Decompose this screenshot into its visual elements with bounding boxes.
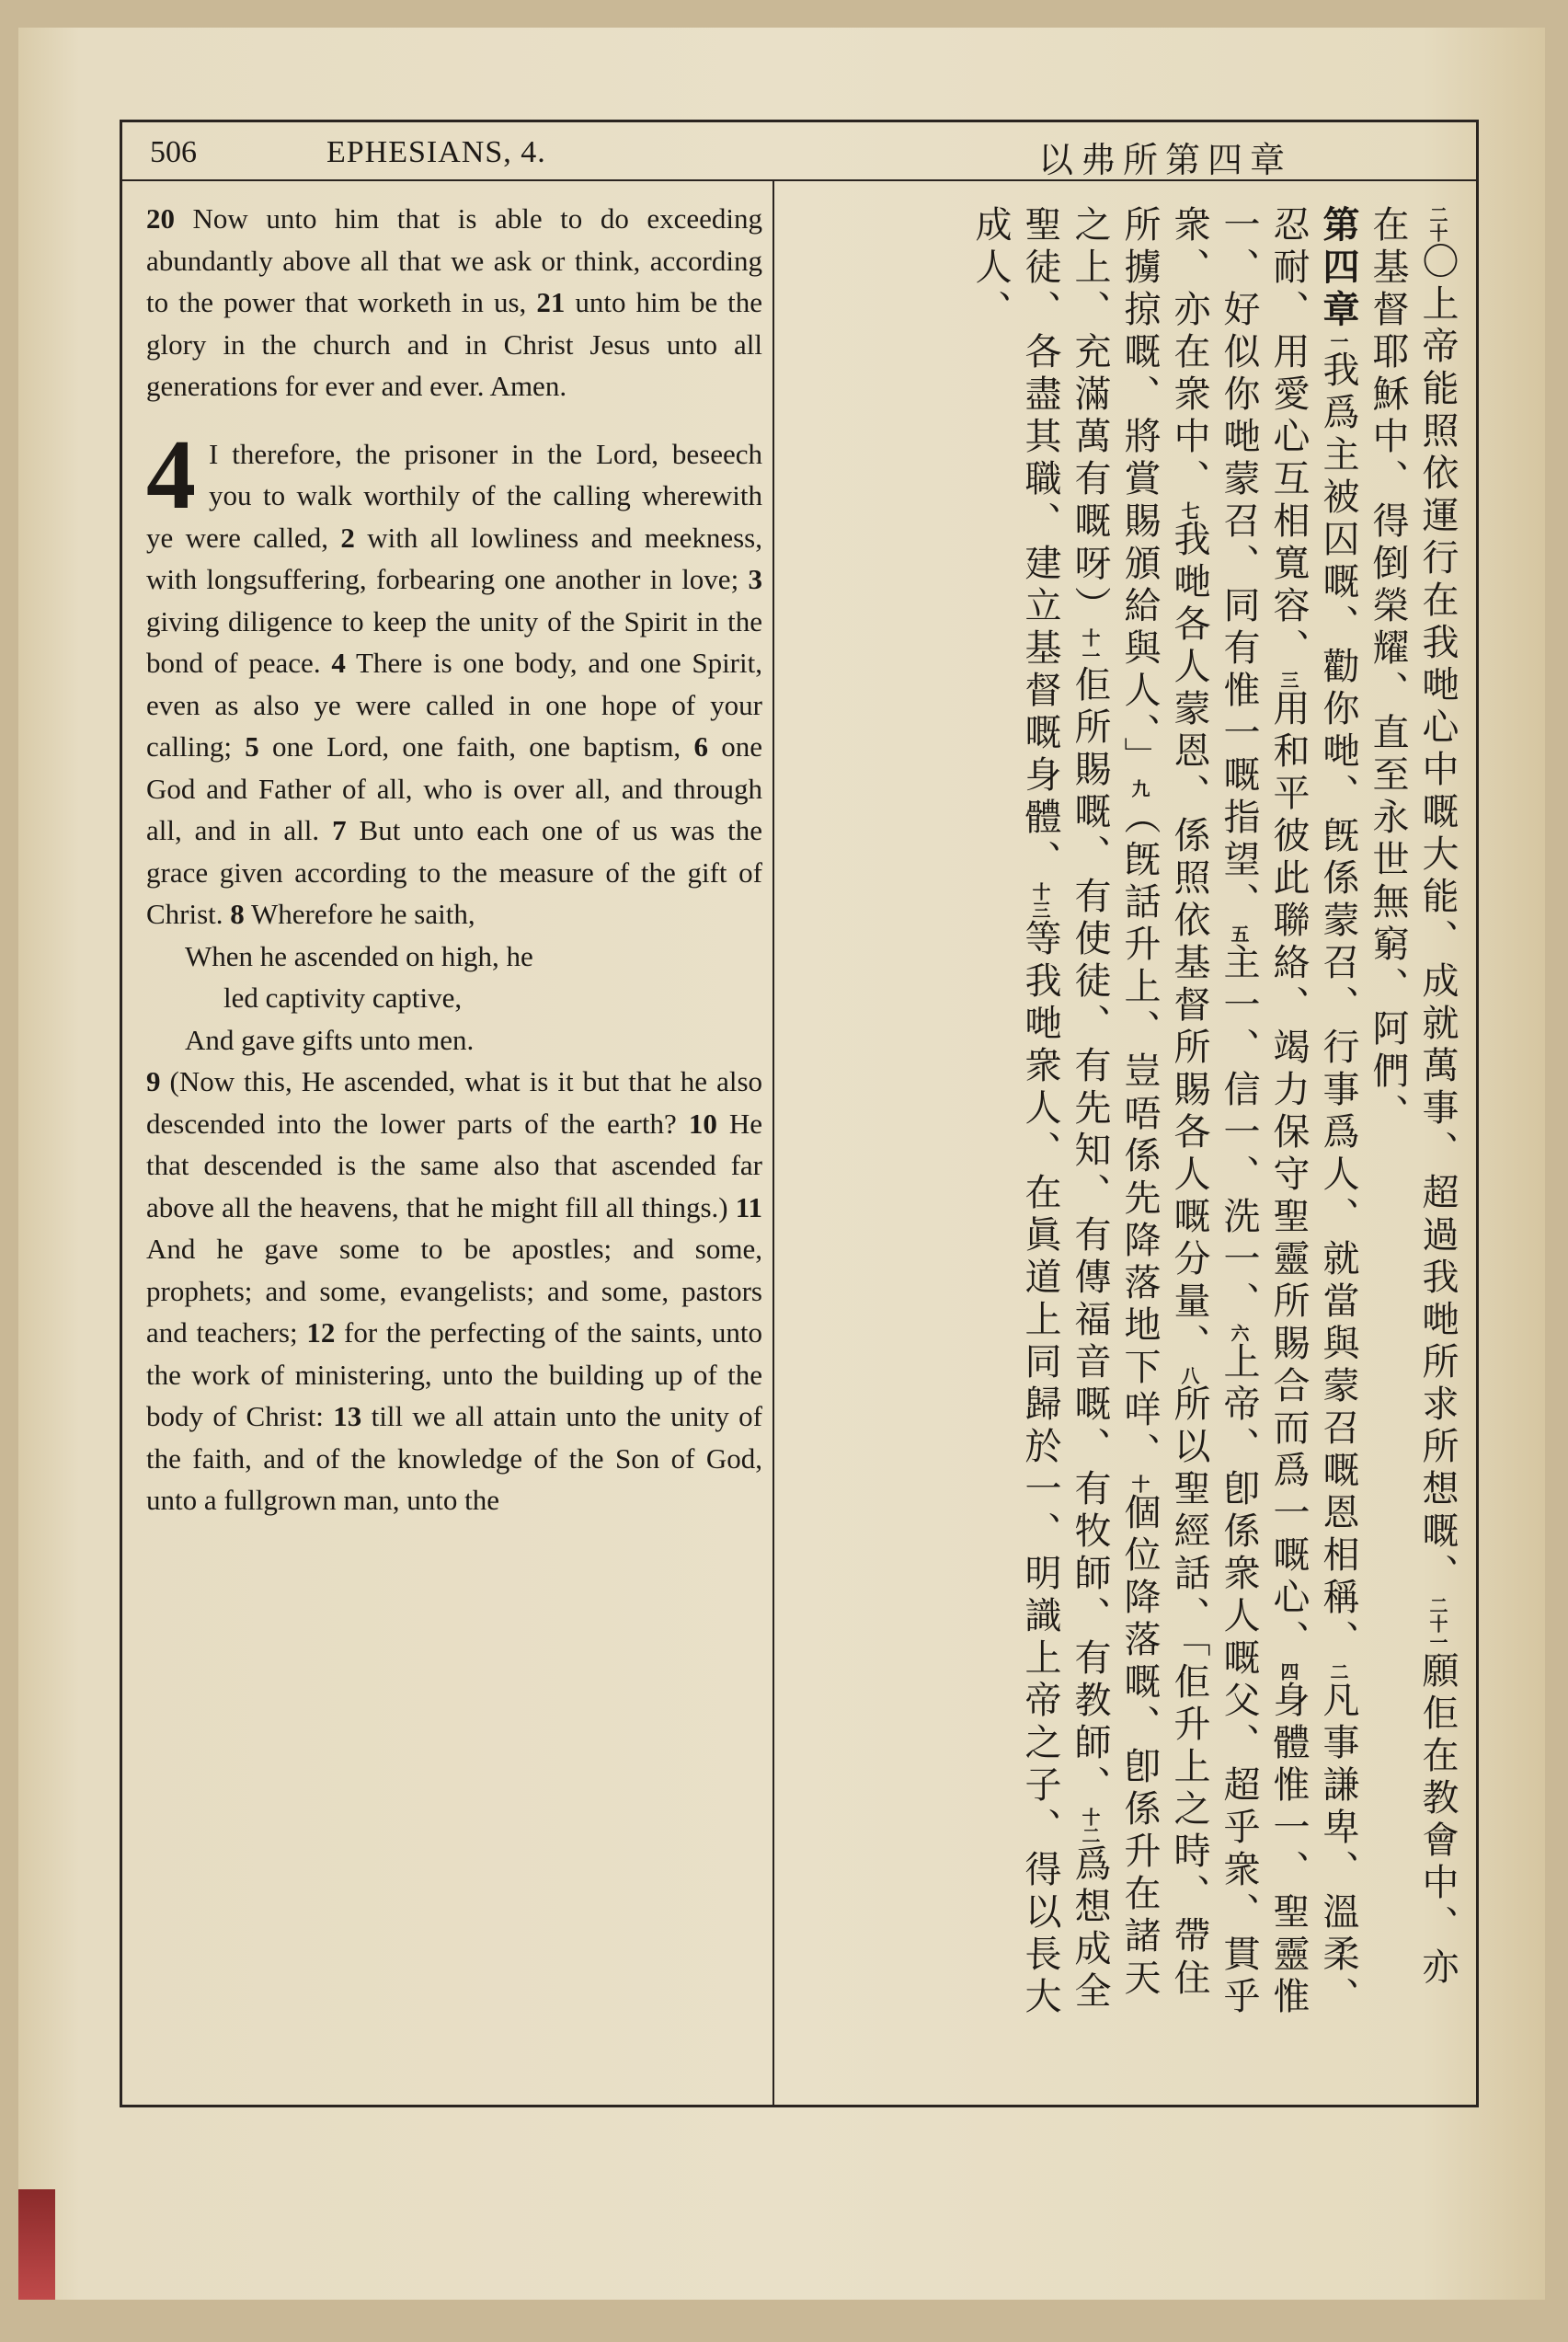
verse-number: 十三 — [1029, 882, 1051, 919]
verse-number: 一 — [1327, 332, 1349, 350]
page-number: 506 — [150, 135, 197, 169]
verse-number: 5 — [245, 730, 259, 763]
verse-text: 爲想成全聖徒、各盡其職、建立基督嘅身體、 — [1019, 205, 1111, 2014]
verse-text: I therefore, the prisoner in the Lord, beseech you to walk worthily of the calling wherewith ye were called, — [146, 437, 762, 554]
chinese-verse-block — [1363, 205, 1462, 2026]
verse-text: till we all attain unto the unity of the faith, and of the knowledge of the Son of God, unto a fullgrown man, unto the — [146, 1400, 762, 1516]
verse-number: 十 — [1128, 1475, 1150, 1493]
verse-number: 二 — [1327, 1662, 1349, 1681]
verse-number: 12 — [306, 1316, 336, 1349]
verse-number: 13 — [333, 1400, 362, 1432]
verse-text: 願佢在教會中、亦在基督耶穌中、得倒榮耀、直至永世無窮、阿們、 — [1367, 205, 1459, 1990]
verse-text: 等我哋衆人、在眞道上同歸於一、明識上帝之子、得以長大成人、 — [969, 205, 1061, 2019]
text-frame — [120, 120, 1479, 2107]
verse-paragraph — [146, 419, 763, 936]
verse-number: 4 — [331, 647, 346, 679]
english-column — [146, 198, 762, 1521]
verse-paragraph — [146, 1061, 762, 1521]
verse-number: 六 — [1228, 1324, 1250, 1342]
verse-text: for the perfecting of the saints, unto the work of ministering, unto the building up of the body of Christ: — [146, 1316, 763, 1432]
quotation-poem — [146, 936, 762, 1062]
chinese-column — [786, 205, 1462, 2026]
poem-line: When he ascended on high, he — [185, 939, 533, 972]
verse-number: 二十一 — [1426, 1596, 1448, 1651]
verse-text: 所以聖經話、「佢升上之時、帶住所擄掠嘅、將賞賜頒給與人、」 — [1118, 205, 1210, 2001]
book-spine-edge — [18, 2189, 55, 2300]
verse-text: There is one body, and one Spirit, even as also ye were called in one hope of your calling; — [146, 647, 762, 763]
verse-text: 〇上帝能照依運行在我哋心中嘅大能、成就萬事、超過我哋所求所想嘅、 — [1416, 242, 1459, 1596]
verse-text: unto him be the glory in the church and in Christ Jesus unto all generations for ever and ever. Amen. — [146, 286, 763, 402]
verse-number: 八 — [1178, 1366, 1200, 1384]
book-title-english: EPHESIANS, 4. — [326, 135, 546, 169]
verse-text: (Now this, He ascended, what is it but that he also descended into the lower parts of the earth? — [146, 1065, 763, 1140]
verse-text: （旣話升上、豈唔係先降落地下咩、 — [1118, 798, 1161, 1475]
verse-text: Wherefore he saith, — [251, 898, 475, 930]
verse-number: 2 — [340, 521, 355, 554]
verse-text: one Lord, one faith, one baptism, — [272, 730, 681, 763]
verse-text: 用和平彼此聯絡、竭力保守聖靈所賜合而爲一嘅心、 — [1267, 689, 1310, 1662]
verse-text: Now unto him that is able to do exceeding abundantly above all that we ask or think, according to the power that worketh in us, — [146, 202, 763, 318]
column-divider — [773, 179, 774, 2105]
verse-text: 凡事謙卑、溫柔、忍耐、用愛心互相寬容、 — [1267, 205, 1359, 2019]
book-title-chinese: 以弗所第四章 — [1037, 140, 1292, 180]
chapter-gap — [146, 408, 762, 433]
verse-text: one God and Father of all, who is over all, and through all, and in all. — [146, 730, 763, 846]
verse-text: But unto each one of us was the grace given according to the measure of the gift of Christ. — [146, 814, 762, 930]
verse-text: 身體惟一、聖靈惟一、好似你哋蒙召、同有惟一嘅指望、 — [1218, 205, 1310, 2019]
verse-text: 上帝、卽係衆人嘅父、超乎衆、貫乎衆、亦在衆中、 — [1168, 205, 1260, 2019]
page — [18, 28, 1545, 2300]
verse-number: 20 — [146, 202, 175, 235]
verse-text: 個位降落嘅、卽係升在諸天之上、充滿萬有嘅呀） — [1069, 205, 1161, 2001]
verse-text: He that descended is the same also that ascended far above all the heavens, that he might fill all things.) — [146, 1107, 763, 1223]
chapter-heading: 第四章 — [1317, 205, 1359, 332]
verse-text: with all lowliness and meekness, with longsuffering, forbearing one another in love; — [146, 521, 762, 595]
verse-number: 7 — [332, 814, 347, 846]
poem-line: And gave gifts unto men. — [185, 1023, 475, 1056]
verse-number: 三 — [1277, 671, 1299, 689]
verse-number: 11 — [735, 1190, 763, 1223]
chapter-number: 4 — [146, 419, 196, 530]
verse-number: 十二 — [1079, 1808, 1101, 1844]
verse-number: 10 — [688, 1107, 717, 1140]
verse-number: 七 — [1178, 501, 1200, 520]
verse-number: 6 — [693, 730, 708, 763]
verse-number: 四 — [1277, 1662, 1299, 1681]
verse-number: 五 — [1228, 924, 1250, 943]
verse-number: 3 — [748, 563, 763, 595]
verse-text: 我爲主被囚嘅、勸你哋、旣係蒙召、行事爲人、就當與蒙召嘅恩相稱、 — [1317, 350, 1359, 1662]
chinese-verse-block — [966, 205, 1363, 2026]
verse-number: 十一 — [1079, 628, 1101, 665]
verse-number: 九 — [1128, 779, 1150, 798]
poem-line: led captivity captive, — [223, 982, 463, 1014]
verse-text: And he gave some to be apostles; and some, prophets; and some, evangelists; and some, pastors and teachers; — [146, 1233, 762, 1349]
verse-number: 二十 — [1426, 205, 1448, 242]
verse-text: 佢所賜嘅、有使徒、有先知、有傳福音嘅、有牧師、有教師、 — [1069, 665, 1111, 1808]
verse-number: 9 — [146, 1065, 161, 1097]
verse-text: giving diligence to keep the unity of the Spirit in the bond of peace. — [146, 604, 762, 679]
verse-paragraph — [146, 198, 762, 408]
running-header — [122, 122, 1476, 181]
verse-text: 主一、信一、洗一、 — [1218, 943, 1260, 1324]
verse-text: 我哋各人蒙恩、係照依基督所賜各人嘅分量、 — [1168, 520, 1210, 1366]
verse-number: 8 — [230, 898, 245, 930]
verse-number: 21 — [536, 286, 566, 318]
